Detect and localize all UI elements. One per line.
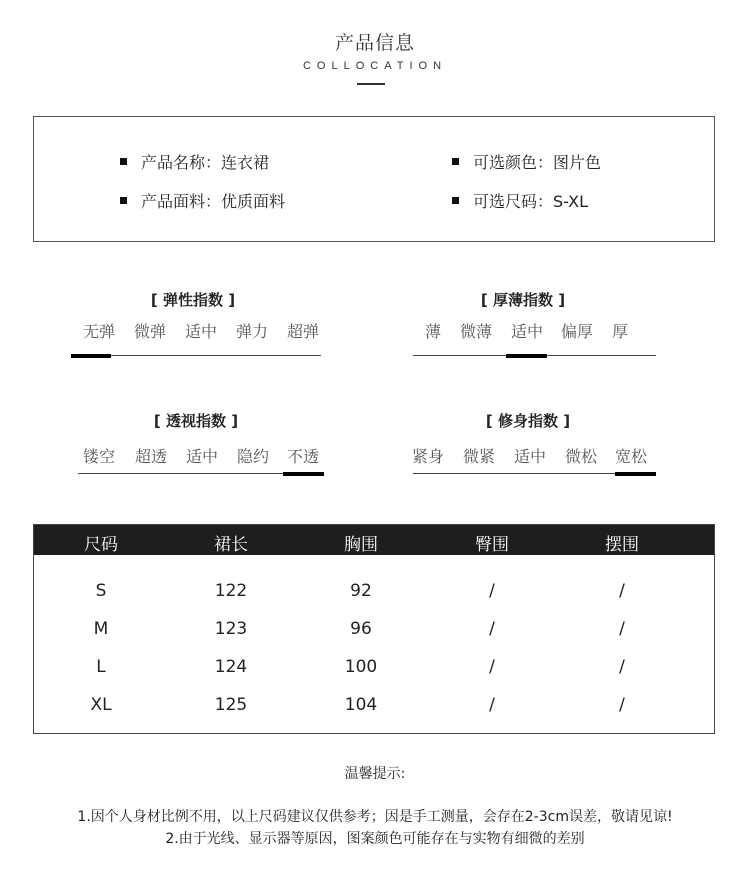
- column-header-length: 裙长: [214, 535, 248, 555]
- index-title: [ 弹性指数 ]: [150, 291, 236, 309]
- size-table-header: [34, 525, 714, 555]
- table-cell: /: [619, 695, 625, 715]
- index-option-selected: 适中: [510, 322, 544, 341]
- info-label: 产品面料：: [141, 192, 222, 211]
- info-value: S-XL: [553, 192, 589, 211]
- index-option: 厚: [611, 322, 629, 341]
- index-option: 适中: [184, 322, 218, 341]
- tip-line: 1.因个人身材比例不用，以上尺码建议仅供参考；因是手工测量，会存在2-3cm误差，敬请见谅!: [77, 809, 673, 825]
- index-option: 微薄: [459, 322, 493, 341]
- table-cell: 123: [214, 619, 248, 639]
- index-option-selected: 宽松: [614, 447, 648, 466]
- elasticity-index: [63, 289, 323, 341]
- info-label: 可选尺码：: [473, 192, 554, 211]
- table-cell: /: [489, 695, 495, 715]
- table-cell: 124: [214, 657, 248, 677]
- index-option: 弹力: [235, 322, 269, 341]
- index-title: [ 修身指数 ]: [485, 412, 571, 430]
- info-value: 图片色: [553, 153, 602, 172]
- table-cell: 92: [350, 581, 372, 601]
- bullet-icon: [452, 197, 459, 204]
- transparency-index: [66, 410, 326, 466]
- index-selected-marker: [615, 472, 656, 476]
- index-option: 隐约: [236, 447, 270, 466]
- page-title: 产品信息: [334, 32, 415, 54]
- info-item-size: [452, 189, 588, 212]
- index-option: 超透: [134, 447, 168, 466]
- title-divider: [357, 83, 385, 85]
- table-cell: 125: [214, 695, 248, 715]
- size-table: [33, 524, 715, 734]
- index-option: 适中: [513, 447, 547, 466]
- page-subtitle: COLLOCATION: [302, 60, 448, 72]
- column-header-hem: 摆围: [605, 535, 639, 555]
- info-item-fabric: [120, 189, 285, 212]
- index-option: 微紧: [462, 447, 496, 466]
- table-cell: 104: [344, 695, 378, 715]
- product-info-box: [33, 116, 715, 242]
- info-label: 产品名称：: [141, 153, 222, 172]
- table-cell: /: [619, 657, 625, 677]
- table-cell: /: [619, 581, 625, 601]
- table-cell: /: [489, 619, 495, 639]
- info-item-name: [120, 150, 269, 173]
- table-cell: M: [93, 619, 109, 639]
- column-header-bust: 胸围: [344, 535, 378, 555]
- index-option: 薄: [424, 322, 442, 341]
- index-option: 适中: [185, 447, 219, 466]
- table-cell: XL: [90, 695, 112, 715]
- table-cell: 100: [344, 657, 378, 677]
- info-value: 优质面料: [221, 192, 286, 211]
- index-selected-marker: [506, 354, 547, 358]
- bullet-icon: [452, 158, 459, 165]
- info-item-color: [452, 150, 601, 173]
- column-header-size: 尺码: [84, 535, 118, 555]
- index-option-selected: 不透: [286, 447, 320, 466]
- index-selected-marker: [283, 472, 324, 476]
- table-cell: /: [489, 657, 495, 677]
- info-value: 连衣裙: [221, 153, 270, 172]
- index-title: [ 厚薄指数 ]: [480, 291, 566, 309]
- index-option: 超弹: [286, 322, 320, 341]
- index-title: [ 透视指数 ]: [153, 412, 239, 430]
- info-label: 可选颜色：: [473, 153, 554, 172]
- table-cell: L: [96, 657, 106, 677]
- index-option: 镂空: [82, 447, 116, 466]
- bullet-icon: [120, 197, 127, 204]
- index-option: 紧身: [411, 447, 445, 466]
- thickness-index: [393, 289, 653, 341]
- index-selected-marker: [71, 354, 111, 358]
- index-option: 微松: [564, 447, 598, 466]
- tip-line: 2.由于光线、显示器等原因，图案颜色可能存在与实物有细微的差别: [165, 831, 585, 847]
- index-option: 微弹: [133, 322, 167, 341]
- table-cell: S: [95, 581, 107, 601]
- table-cell: 122: [214, 581, 248, 601]
- index-option-selected: 无弹: [82, 322, 116, 341]
- table-cell: /: [619, 619, 625, 639]
- column-header-hip: 臀围: [475, 535, 509, 555]
- table-cell: /: [489, 581, 495, 601]
- fit-index: [398, 410, 658, 466]
- table-cell: 96: [350, 619, 372, 639]
- tips-title: 温馨提示:: [344, 766, 406, 782]
- bullet-icon: [120, 158, 127, 165]
- index-option: 偏厚: [560, 322, 594, 341]
